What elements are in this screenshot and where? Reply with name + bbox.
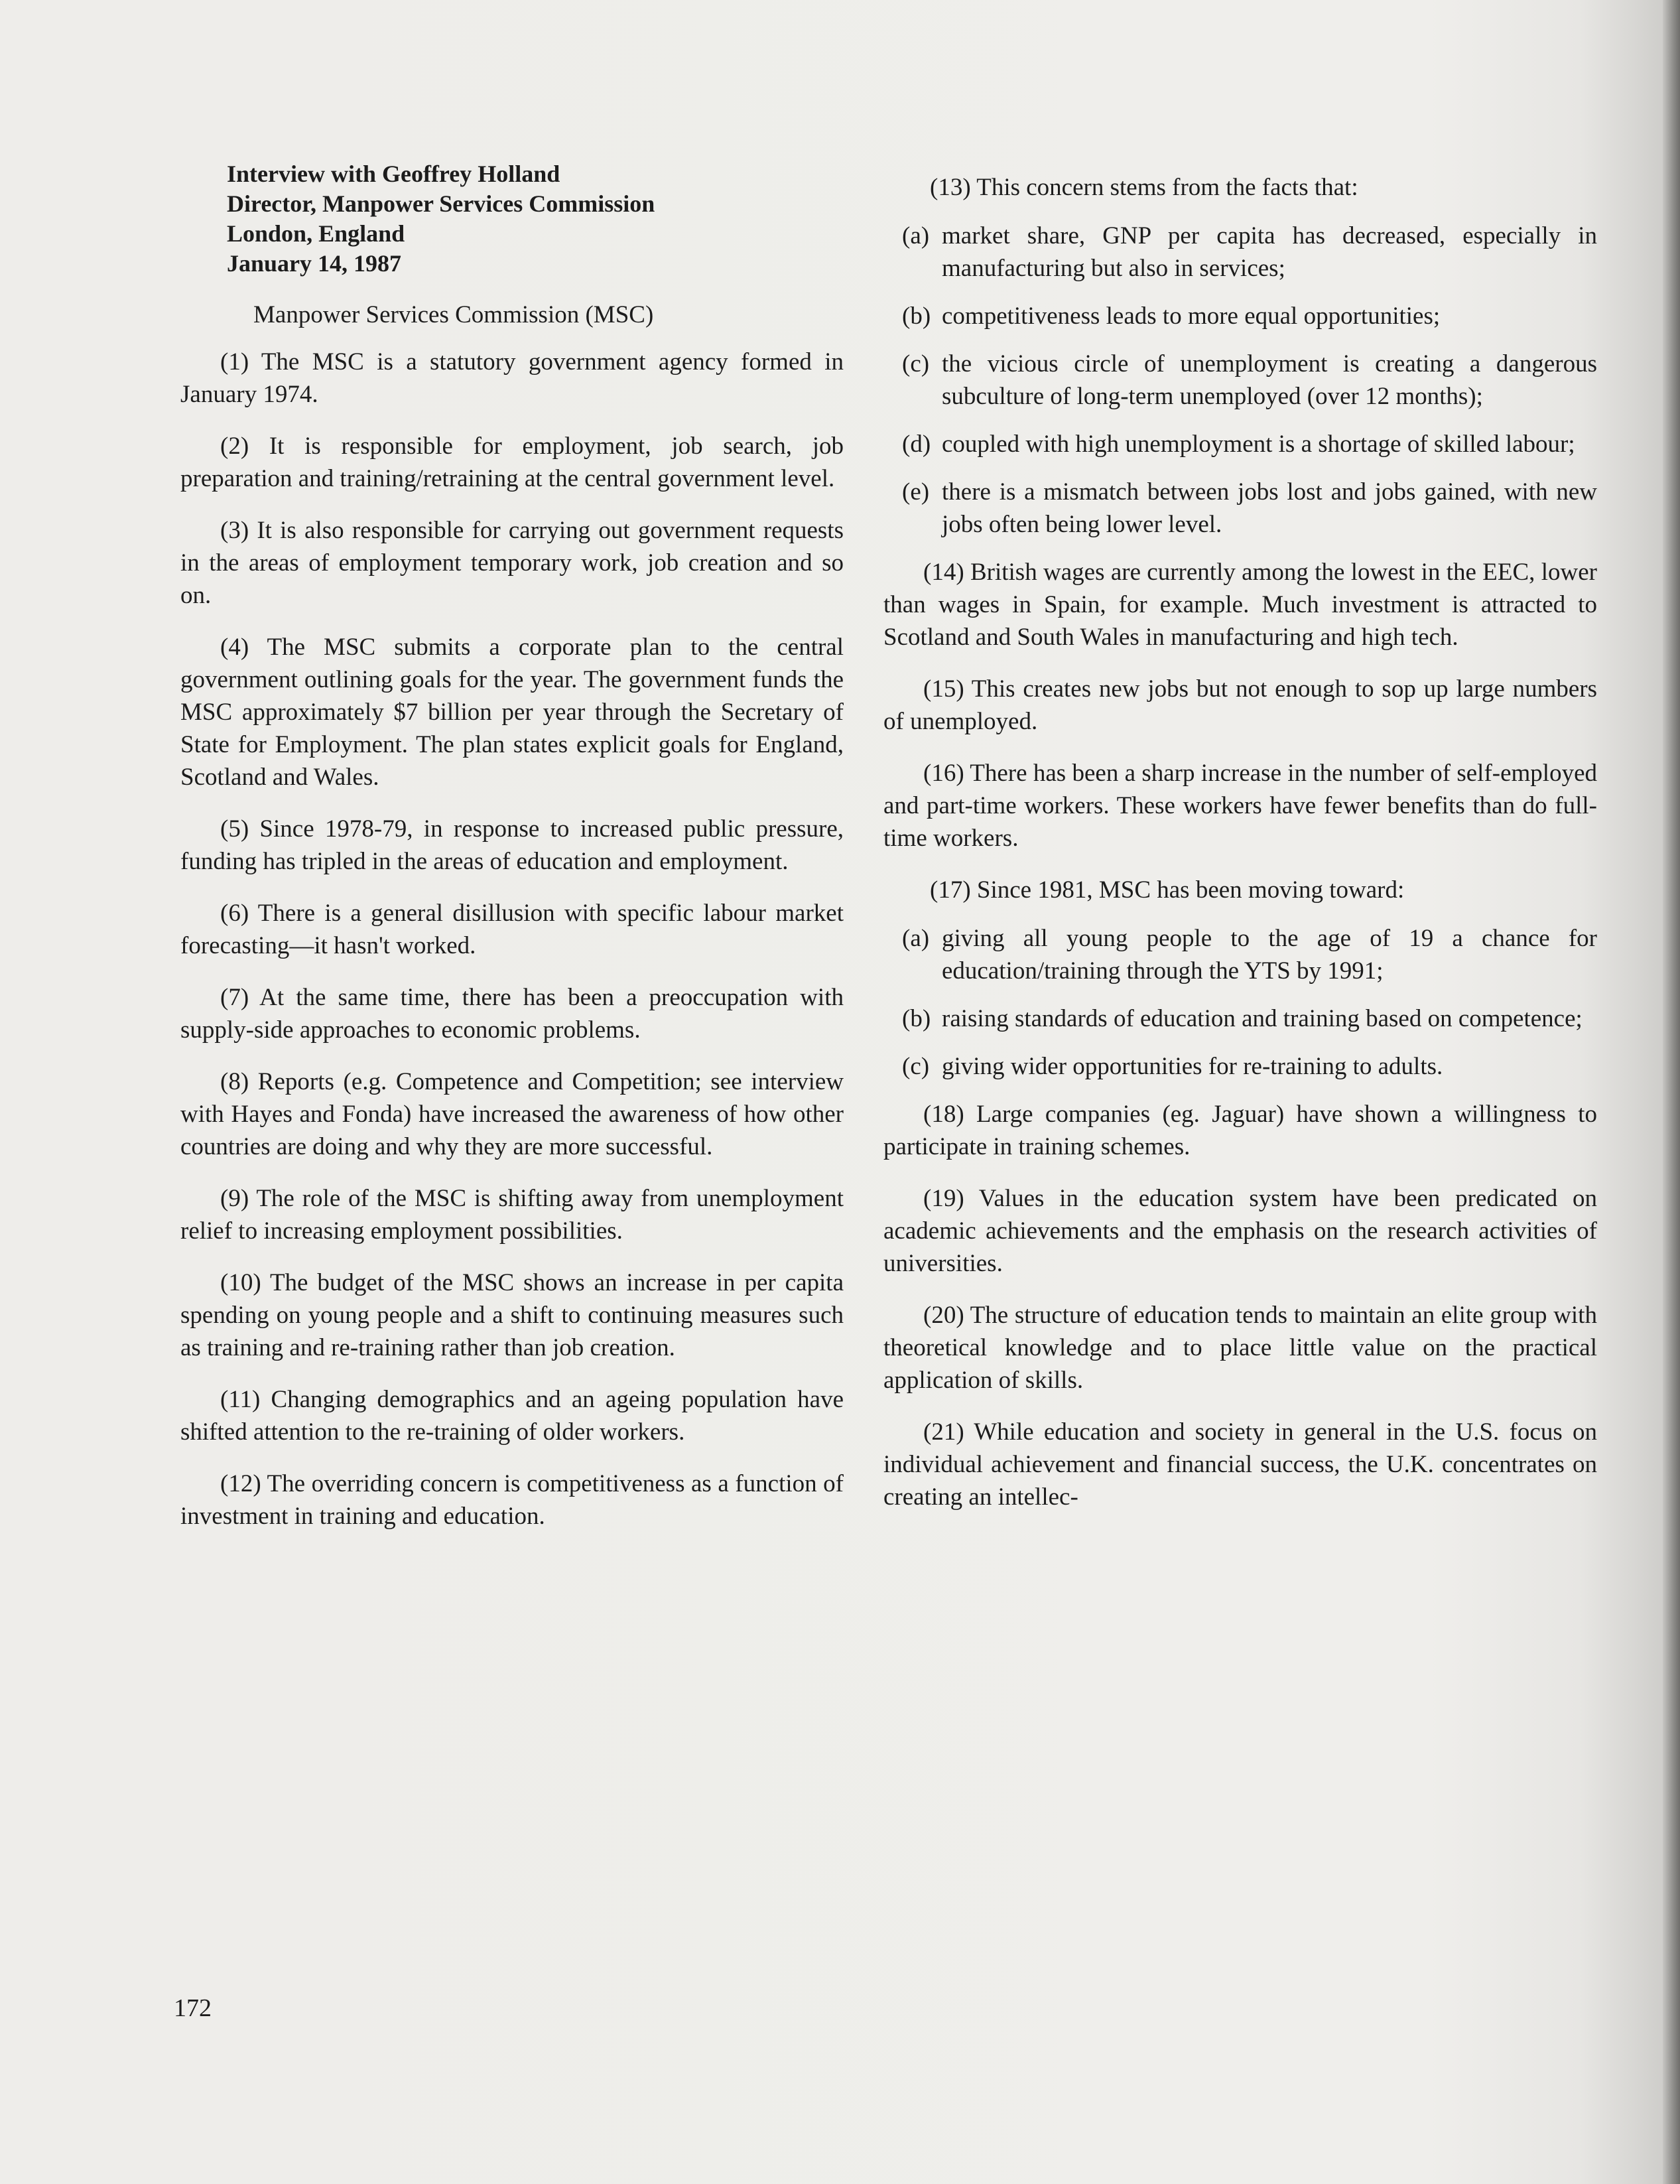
paragraph-13-intro: (13) This concern stems from the facts that: — [930, 174, 1358, 201]
list-item-label: (a) — [902, 925, 930, 952]
list-item-text: giving wider opportunities for re-training to adults. — [942, 1053, 1443, 1080]
list-item-label: (b) — [902, 1005, 931, 1032]
header-line: January 14, 1987 — [227, 250, 402, 277]
paragraph-10: (10) The budget of the MSC shows an increase in per capita spending on young people and a shift to continuing measures such as training and re-training rather than job creation. — [180, 1269, 844, 1361]
list-item-text: competitiveness leads to more equal opportunities; — [942, 303, 1441, 330]
paragraph-18: (18) Large companies (eg. Jaguar) have shown a willingness to participate in training schemes. — [883, 1101, 1597, 1160]
paragraph-4: (4) The MSC submits a corporate plan to the central government outlining goals for the year. The government funds the MSC approximately $7 billion per year through the Secretary of State for Employment. The plan states explicit goals for England, Scotland and Wales. — [180, 634, 844, 791]
section-title: Manpower Services Commission (MSC) — [253, 301, 654, 328]
interview-header — [227, 159, 844, 279]
list-item-text: coupled with high unemployment is a shortage of skilled labour; — [942, 431, 1575, 458]
list-item-label: (a) — [902, 222, 930, 249]
binding-shadow — [1663, 0, 1680, 2184]
paragraph-7: (7) At the same time, there has been a preoccupation with supply-side approaches to economic problems. — [180, 984, 844, 1044]
paragraph-1: (1) The MSC is a statutory government agency formed in January 1974. — [180, 348, 844, 408]
paragraph-21: (21) While education and society in general in the U.S. focus on individual achievement and financial success, the U.K. concentrates on creating an intellec- — [883, 1418, 1597, 1511]
paragraph-16: (16) There has been a sharp increase in the number of self-employed and part-time workers. These workers have fewer benefits than do full-time workers. — [883, 760, 1597, 852]
list-item-text: giving all young people to the age of 19 a chance for education/training through the YTS by 1991; — [942, 925, 1597, 985]
paragraph-12: (12) The overriding concern is competitiveness as a function of investment in training and education. — [180, 1470, 844, 1530]
left-column — [180, 159, 844, 1552]
paragraph-17-intro: (17) Since 1981, MSC has been moving toward: — [930, 876, 1405, 904]
list-item-label: (c) — [902, 1053, 930, 1080]
list-item-text: the vicious circle of unemployment is creating a dangerous subculture of long-term unemployed (over 12 months); — [942, 350, 1597, 410]
list-item — [883, 476, 1597, 541]
list-item-text: there is a mismatch between jobs lost and jobs gained, with new jobs often being lower level. — [942, 478, 1597, 538]
list-item-label: (b) — [902, 303, 931, 330]
list-item-text: market share, GNP per capita has decreased, especially in manufacturing but also in services; — [942, 222, 1597, 282]
list-item — [883, 428, 1597, 460]
list-item-text: raising standards of education and training based on competence; — [942, 1005, 1583, 1032]
list-item — [883, 1050, 1597, 1083]
paragraph-8: (8) Reports (e.g. Competence and Competition; see interview with Hayes and Fonda) have increased the awareness of how other countries are doing and why they are more successful. — [180, 1068, 844, 1160]
list-item-label: (c) — [902, 350, 930, 377]
paragraph-9: (9) The role of the MSC is shifting away from unemployment relief to increasing employment possibilities. — [180, 1185, 844, 1245]
header-line: London, England — [227, 220, 405, 247]
list-item — [883, 1002, 1597, 1035]
paragraph-11: (11) Changing demographics and an ageing population have shifted attention to the re-training of older workers. — [180, 1386, 844, 1446]
paragraph-3: (3) It is also responsible for carrying out government requests in the areas of employment temporary work, job creation and so on. — [180, 517, 844, 609]
list-item — [883, 922, 1597, 987]
paragraph-5: (5) Since 1978-79, in response to increased public pressure, funding has tripled in the areas of education and employment. — [180, 815, 844, 875]
list-item — [883, 348, 1597, 413]
paragraph-19: (19) Values in the education system have been predicated on academic achievements and the emphasis on the research activities of universities. — [883, 1185, 1597, 1277]
list-item-label: (d) — [902, 431, 931, 458]
list-item — [883, 300, 1597, 332]
paragraph-20: (20) The structure of education tends to maintain an elite group with theoretical knowledge and to place little value on the practical application of skills. — [883, 1302, 1597, 1394]
paragraph-14: (14) British wages are currently among the lowest in the EEC, lower than wages in Spain, for example. Much investment is attracted to Scotland and South Wales in manufacturing and high tech. — [883, 559, 1597, 651]
paragraph-2: (2) It is responsible for employment, job search, job preparation and training/retraining at the central government level. — [180, 433, 844, 492]
list-item-label: (e) — [902, 478, 930, 506]
header-line: Director, Manpower Services Commission — [227, 190, 655, 217]
header-line: Interview with Geoffrey Holland — [227, 161, 560, 187]
page-number: 172 — [174, 1994, 212, 2022]
right-column — [883, 171, 1597, 1533]
paragraph-6: (6) There is a general disillusion with specific labour market forecasting—it hasn't worked. — [180, 900, 844, 959]
list-item — [883, 220, 1597, 285]
paragraph-15: (15) This creates new jobs but not enough to sop up large numbers of unemployed. — [883, 675, 1597, 735]
